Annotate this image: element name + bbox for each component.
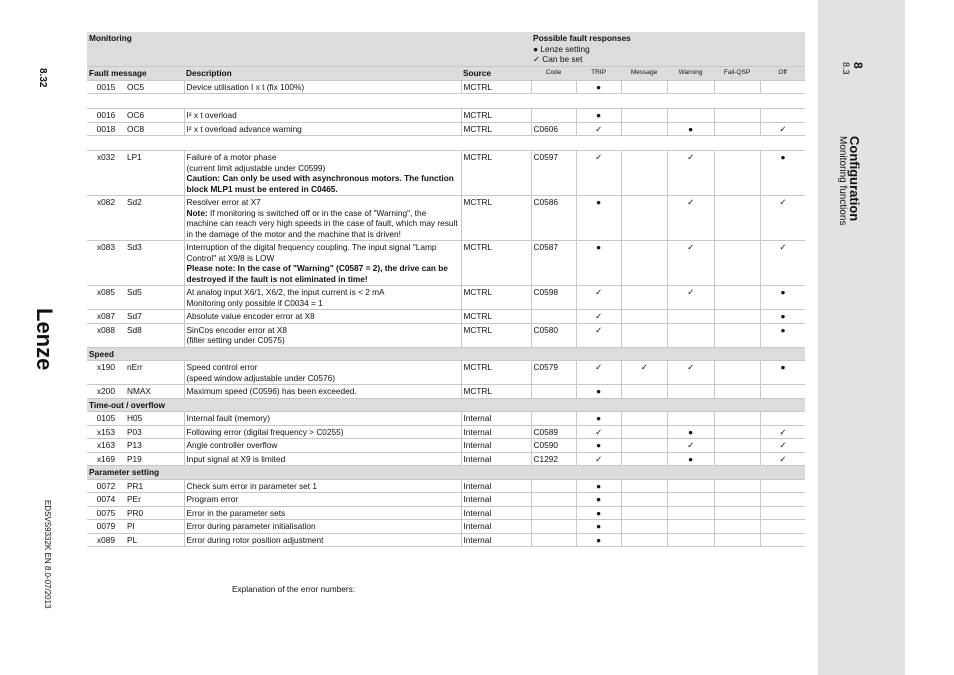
table-row — [87, 439, 805, 453]
chapter-subtitle: Monitoring functions — [837, 136, 848, 226]
fault-source: MCTRL — [461, 151, 531, 196]
fault-description — [184, 241, 461, 286]
description-line: Interruption of the digital frequency coupling. The input signal "Lamp Control" at X9/8 is LOW — [186, 242, 437, 263]
table-row — [87, 196, 805, 241]
table-row — [87, 109, 805, 123]
fault-source: MCTRL — [461, 196, 531, 241]
response-trip: ✓ — [576, 122, 621, 136]
fault-description — [184, 520, 461, 534]
response-msg — [621, 196, 667, 241]
response-msg — [621, 323, 667, 347]
response-msg — [621, 520, 667, 534]
responses-label: Possible fault responses — [533, 33, 631, 43]
legend-can-be-set: ✓ Can be set — [533, 54, 583, 64]
response-warn: ✓ — [667, 286, 714, 310]
description-line: Speed control error — [186, 362, 258, 372]
response-trip: ✓ — [576, 425, 621, 439]
description-warning: Please note: In the case of "Warning" (C0587 = 2), the drive can be destroyed if the fault is not eliminated in time! — [186, 263, 448, 284]
fault-name: Sd2 — [125, 196, 184, 241]
response-warn: ● — [667, 452, 714, 466]
fault-description — [184, 310, 461, 324]
response-fq — [714, 361, 760, 385]
response-off: ✓ — [760, 241, 805, 286]
fault-name: OC6 — [125, 109, 184, 123]
response-msg — [621, 109, 667, 123]
response-warn — [667, 479, 714, 493]
group-header-row — [87, 466, 805, 480]
fault-name: Sd3 — [125, 241, 184, 286]
table-row — [87, 385, 805, 399]
description-line: I² x t overload — [186, 110, 237, 120]
chapter-number: 8 — [851, 62, 865, 69]
fault-source: MCTRL — [461, 241, 531, 286]
monitoring-table — [87, 32, 805, 547]
description-line: I² x t overload advance warning — [186, 123, 302, 134]
response-off: ● — [760, 286, 805, 310]
response-warn — [667, 412, 714, 426]
fault-code — [531, 479, 576, 493]
fault-number: x153 — [87, 425, 125, 439]
fault-name: OC5 — [125, 80, 184, 94]
fault-code: C0580 — [531, 323, 576, 347]
fault-description — [184, 412, 461, 426]
table-row — [87, 506, 805, 520]
fault-description — [184, 80, 461, 94]
response-trip: ● — [576, 241, 621, 286]
description-line: Error during rotor position adjustment — [186, 534, 324, 545]
response-msg — [621, 151, 667, 196]
fault-number: 0072 — [87, 479, 125, 493]
fault-name: Sd5 — [125, 286, 184, 310]
col-code: Code — [531, 67, 576, 81]
fault-name: Sd8 — [125, 323, 184, 347]
response-fq — [714, 286, 760, 310]
fault-name: OC8 — [125, 122, 184, 136]
response-warn — [667, 385, 714, 399]
fault-code: C0587 — [531, 241, 576, 286]
description-line: Angle controller overflow — [186, 440, 278, 450]
response-off: ● — [760, 323, 805, 347]
response-fq — [714, 109, 760, 123]
fault-code — [531, 310, 576, 324]
fault-code: C0590 — [531, 439, 576, 453]
description-line: (filter setting under C0575) — [186, 335, 285, 345]
fault-description — [184, 506, 461, 520]
response-off — [760, 533, 805, 547]
fault-code — [531, 412, 576, 426]
fault-code: C1292 — [531, 452, 576, 466]
response-off: ✓ — [760, 425, 805, 439]
response-trip: ● — [576, 439, 621, 453]
table-row — [87, 412, 805, 426]
description-line: Device utilisation I x t (fix 100%) — [186, 81, 305, 92]
fault-number: x082 — [87, 196, 125, 241]
fault-source: Internal — [461, 506, 531, 520]
table-row — [87, 361, 805, 385]
response-warn: ✓ — [667, 361, 714, 385]
fault-number: x085 — [87, 286, 125, 310]
response-off — [760, 109, 805, 123]
group-header-row — [87, 347, 805, 361]
fault-number: 0016 — [87, 109, 125, 123]
response-warn: ● — [667, 122, 714, 136]
response-trip: ● — [576, 385, 621, 399]
fault-name: H05 — [125, 412, 184, 426]
fault-name: P13 — [125, 439, 184, 453]
group-header: Time-out / overflow — [87, 398, 805, 412]
fault-name: P19 — [125, 452, 184, 466]
col-fail-qsp: Fail-QSP — [714, 67, 760, 81]
table-row — [87, 323, 805, 347]
response-msg — [621, 412, 667, 426]
table-row — [87, 122, 805, 136]
response-warn — [667, 80, 714, 94]
response-trip: ● — [576, 533, 621, 547]
response-fq — [714, 122, 760, 136]
fault-code: C0579 — [531, 361, 576, 385]
fault-description — [184, 439, 461, 453]
fault-source: Internal — [461, 520, 531, 534]
fault-number: 0075 — [87, 506, 125, 520]
fault-name: PR1 — [125, 479, 184, 493]
fault-source: MCTRL — [461, 361, 531, 385]
response-off — [760, 520, 805, 534]
fault-description — [184, 151, 461, 196]
fault-number: x087 — [87, 310, 125, 324]
col-fault-message: Fault message — [87, 67, 184, 81]
table-row — [87, 533, 805, 547]
response-msg — [621, 452, 667, 466]
fault-description — [184, 361, 461, 385]
fault-code: C0598 — [531, 286, 576, 310]
response-fq — [714, 493, 760, 507]
fault-number: x169 — [87, 452, 125, 466]
table-row — [87, 310, 805, 324]
fault-name: PR0 — [125, 506, 184, 520]
spacer-cell — [87, 136, 805, 151]
response-fq — [714, 479, 760, 493]
fault-code — [531, 533, 576, 547]
fault-source: MCTRL — [461, 310, 531, 324]
note-text: If monitoring is switched off or in the case of "Warning", the machine can reach very high speeds in the case of fault, which may result in the damage of the motor and the machine that is driven! — [186, 207, 458, 239]
response-trip: ✓ — [576, 452, 621, 466]
col-off: Off — [760, 67, 805, 81]
response-fq — [714, 439, 760, 453]
description-line: Failure of a motor phase — [186, 152, 277, 162]
response-msg — [621, 506, 667, 520]
table-row — [87, 241, 805, 286]
response-warn: ✓ — [667, 241, 714, 286]
response-off — [760, 493, 805, 507]
monitoring-label: Monitoring — [87, 32, 531, 67]
response-fq — [714, 241, 760, 286]
fault-name: PEr — [125, 493, 184, 507]
fault-source: Internal — [461, 425, 531, 439]
fault-name: PI — [125, 520, 184, 534]
fault-code — [531, 109, 576, 123]
fault-name: PL — [125, 533, 184, 547]
description-line: (speed window adjustable under C0576) — [186, 372, 336, 383]
response-fq — [714, 323, 760, 347]
fault-number: 0105 — [87, 412, 125, 426]
fault-number: x088 — [87, 323, 125, 347]
fault-name: LP1 — [125, 151, 184, 196]
col-source: Source — [461, 67, 531, 81]
description-line: Absolute value encoder error at X8 — [186, 311, 315, 321]
description-line: SinCos encoder error at X8 — [186, 324, 288, 335]
fault-code: C0606 — [531, 122, 576, 136]
note-label: Note: — [186, 207, 208, 218]
description-line: Input signal at X9 is limited — [186, 453, 286, 464]
response-trip: ● — [576, 520, 621, 534]
fault-source: MCTRL — [461, 109, 531, 123]
response-fq — [714, 452, 760, 466]
fault-source: MCTRL — [461, 286, 531, 310]
spacer-row — [87, 136, 805, 151]
response-msg — [621, 310, 667, 324]
response-trip: ✓ — [576, 323, 621, 347]
fault-code: C0589 — [531, 425, 576, 439]
sub-number: 8.3 — [841, 62, 851, 75]
table-row — [87, 479, 805, 493]
doc-id: EDSVS9332K EN 8.0-07/2013 — [43, 500, 52, 609]
response-msg — [621, 425, 667, 439]
response-trip: ✓ — [576, 310, 621, 324]
fault-description — [184, 479, 461, 493]
response-fq — [714, 520, 760, 534]
fault-number: x190 — [87, 361, 125, 385]
fault-number: x032 — [87, 151, 125, 196]
fault-code: C0586 — [531, 196, 576, 241]
fault-description — [184, 452, 461, 466]
response-off — [760, 479, 805, 493]
fault-number: x200 — [87, 385, 125, 399]
response-trip: ● — [576, 506, 621, 520]
response-trip: ● — [576, 412, 621, 426]
fault-code — [531, 520, 576, 534]
fault-number: 0079 — [87, 520, 125, 534]
description-line: Error in the parameter sets — [186, 507, 286, 518]
response-msg — [621, 479, 667, 493]
response-msg — [621, 122, 667, 136]
response-trip: ● — [576, 109, 621, 123]
response-off — [760, 506, 805, 520]
description-warning: Caution: Can only be used with asynchronous motors. The function block MLP1 must be entered in C0465. — [186, 173, 454, 194]
response-fq — [714, 412, 760, 426]
table-row — [87, 151, 805, 196]
response-fq — [714, 151, 760, 196]
fault-description — [184, 493, 461, 507]
section-number: 8.32 — [37, 68, 48, 88]
fault-description — [184, 323, 461, 347]
response-warn — [667, 109, 714, 123]
group-header: Parameter setting — [87, 466, 805, 480]
response-off — [760, 385, 805, 399]
fault-name: NMAX — [125, 385, 184, 399]
fault-number: 0015 — [87, 80, 125, 94]
lenze-logo: Lenze — [32, 308, 57, 371]
description-line: Program error — [186, 494, 239, 504]
fault-description — [184, 122, 461, 136]
description-line: Following error (digital frequency > C0255) — [186, 426, 344, 437]
table-row — [87, 286, 805, 310]
response-warn: ● — [667, 425, 714, 439]
response-fq — [714, 80, 760, 94]
response-trip: ● — [576, 196, 621, 241]
fault-responses-header — [531, 32, 805, 67]
response-fq — [714, 506, 760, 520]
response-warn — [667, 310, 714, 324]
fault-code — [531, 506, 576, 520]
response-msg — [621, 493, 667, 507]
fault-description — [184, 425, 461, 439]
group-header: Speed — [87, 347, 805, 361]
fault-code — [531, 385, 576, 399]
fault-code: C0597 — [531, 151, 576, 196]
description-line: (current limit adjustable under C0599) — [186, 162, 326, 173]
response-warn: ✓ — [667, 151, 714, 196]
fault-description — [184, 533, 461, 547]
response-warn — [667, 533, 714, 547]
response-warn — [667, 323, 714, 347]
description-line: Check sum error in parameter set 1 — [186, 480, 317, 491]
response-trip: ✓ — [576, 151, 621, 196]
response-warn: ✓ — [667, 196, 714, 241]
response-off: ✓ — [760, 452, 805, 466]
fault-number: x089 — [87, 533, 125, 547]
description-line: Resolver error at X7 — [186, 197, 261, 207]
response-warn — [667, 506, 714, 520]
spacer-cell — [87, 94, 805, 109]
fault-name: Sd7 — [125, 310, 184, 324]
response-msg — [621, 286, 667, 310]
description-line: Maximum speed (C0596) has been exceeded. — [186, 386, 357, 396]
col-description: Description — [184, 67, 461, 81]
fault-source: Internal — [461, 493, 531, 507]
fault-code — [531, 80, 576, 94]
fault-code — [531, 493, 576, 507]
fault-source: Internal — [461, 533, 531, 547]
response-fq — [714, 196, 760, 241]
fault-source: MCTRL — [461, 323, 531, 347]
chapter-sidebar — [818, 0, 905, 675]
response-msg — [621, 241, 667, 286]
description-line: Monitoring only possible if C0034 = 1 — [186, 297, 323, 308]
fault-description — [184, 286, 461, 310]
response-fq — [714, 533, 760, 547]
response-off: ✓ — [760, 122, 805, 136]
response-off: ✓ — [760, 439, 805, 453]
response-off — [760, 80, 805, 94]
response-trip: ✓ — [576, 361, 621, 385]
fault-source: MCTRL — [461, 122, 531, 136]
response-fq — [714, 310, 760, 324]
response-off: ✓ — [760, 196, 805, 241]
legend-lenze-setting: ● Lenze setting — [533, 43, 590, 54]
fault-source: Internal — [461, 479, 531, 493]
fault-source: Internal — [461, 412, 531, 426]
description-line: Error during parameter initialisation — [186, 521, 316, 531]
fault-description — [184, 385, 461, 399]
response-warn — [667, 520, 714, 534]
response-trip: ● — [576, 479, 621, 493]
fault-name: nErr — [125, 361, 184, 385]
col-message: Message — [621, 67, 667, 81]
fault-name: P03 — [125, 425, 184, 439]
footnote: Explanation of the error numbers: — [232, 584, 356, 594]
response-trip: ● — [576, 80, 621, 94]
fault-source: MCTRL — [461, 80, 531, 94]
chapter-title: Configuration — [847, 136, 862, 222]
spacer-row — [87, 94, 805, 109]
response-msg — [621, 385, 667, 399]
description-line: At analog input X6/1, X6/2, the input current is < 2 mA — [186, 287, 385, 297]
response-fq — [714, 425, 760, 439]
table-row — [87, 520, 805, 534]
response-msg: ✓ — [621, 361, 667, 385]
response-off — [760, 412, 805, 426]
response-trip: ✓ — [576, 286, 621, 310]
fault-source: MCTRL — [461, 385, 531, 399]
table-row — [87, 425, 805, 439]
table-row — [87, 493, 805, 507]
col-trip: TRIP — [576, 67, 621, 81]
fault-number: x163 — [87, 439, 125, 453]
response-msg — [621, 533, 667, 547]
fault-description — [184, 196, 461, 241]
fault-number: 0074 — [87, 493, 125, 507]
response-msg — [621, 439, 667, 453]
fault-number: x083 — [87, 241, 125, 286]
group-header-row — [87, 398, 805, 412]
description-line: Internal fault (memory) — [186, 413, 270, 423]
response-msg — [621, 80, 667, 94]
response-trip: ● — [576, 493, 621, 507]
fault-source: Internal — [461, 439, 531, 453]
table-row — [87, 452, 805, 466]
fault-source: Internal — [461, 452, 531, 466]
response-off: ● — [760, 310, 805, 324]
response-warn — [667, 493, 714, 507]
response-off: ● — [760, 151, 805, 196]
response-warn: ✓ — [667, 439, 714, 453]
table-row — [87, 80, 805, 94]
description-note — [187, 208, 459, 240]
response-fq — [714, 385, 760, 399]
col-warning: Warning — [667, 67, 714, 81]
fault-description — [184, 109, 461, 123]
fault-number: 0018 — [87, 122, 125, 136]
response-off: ● — [760, 361, 805, 385]
